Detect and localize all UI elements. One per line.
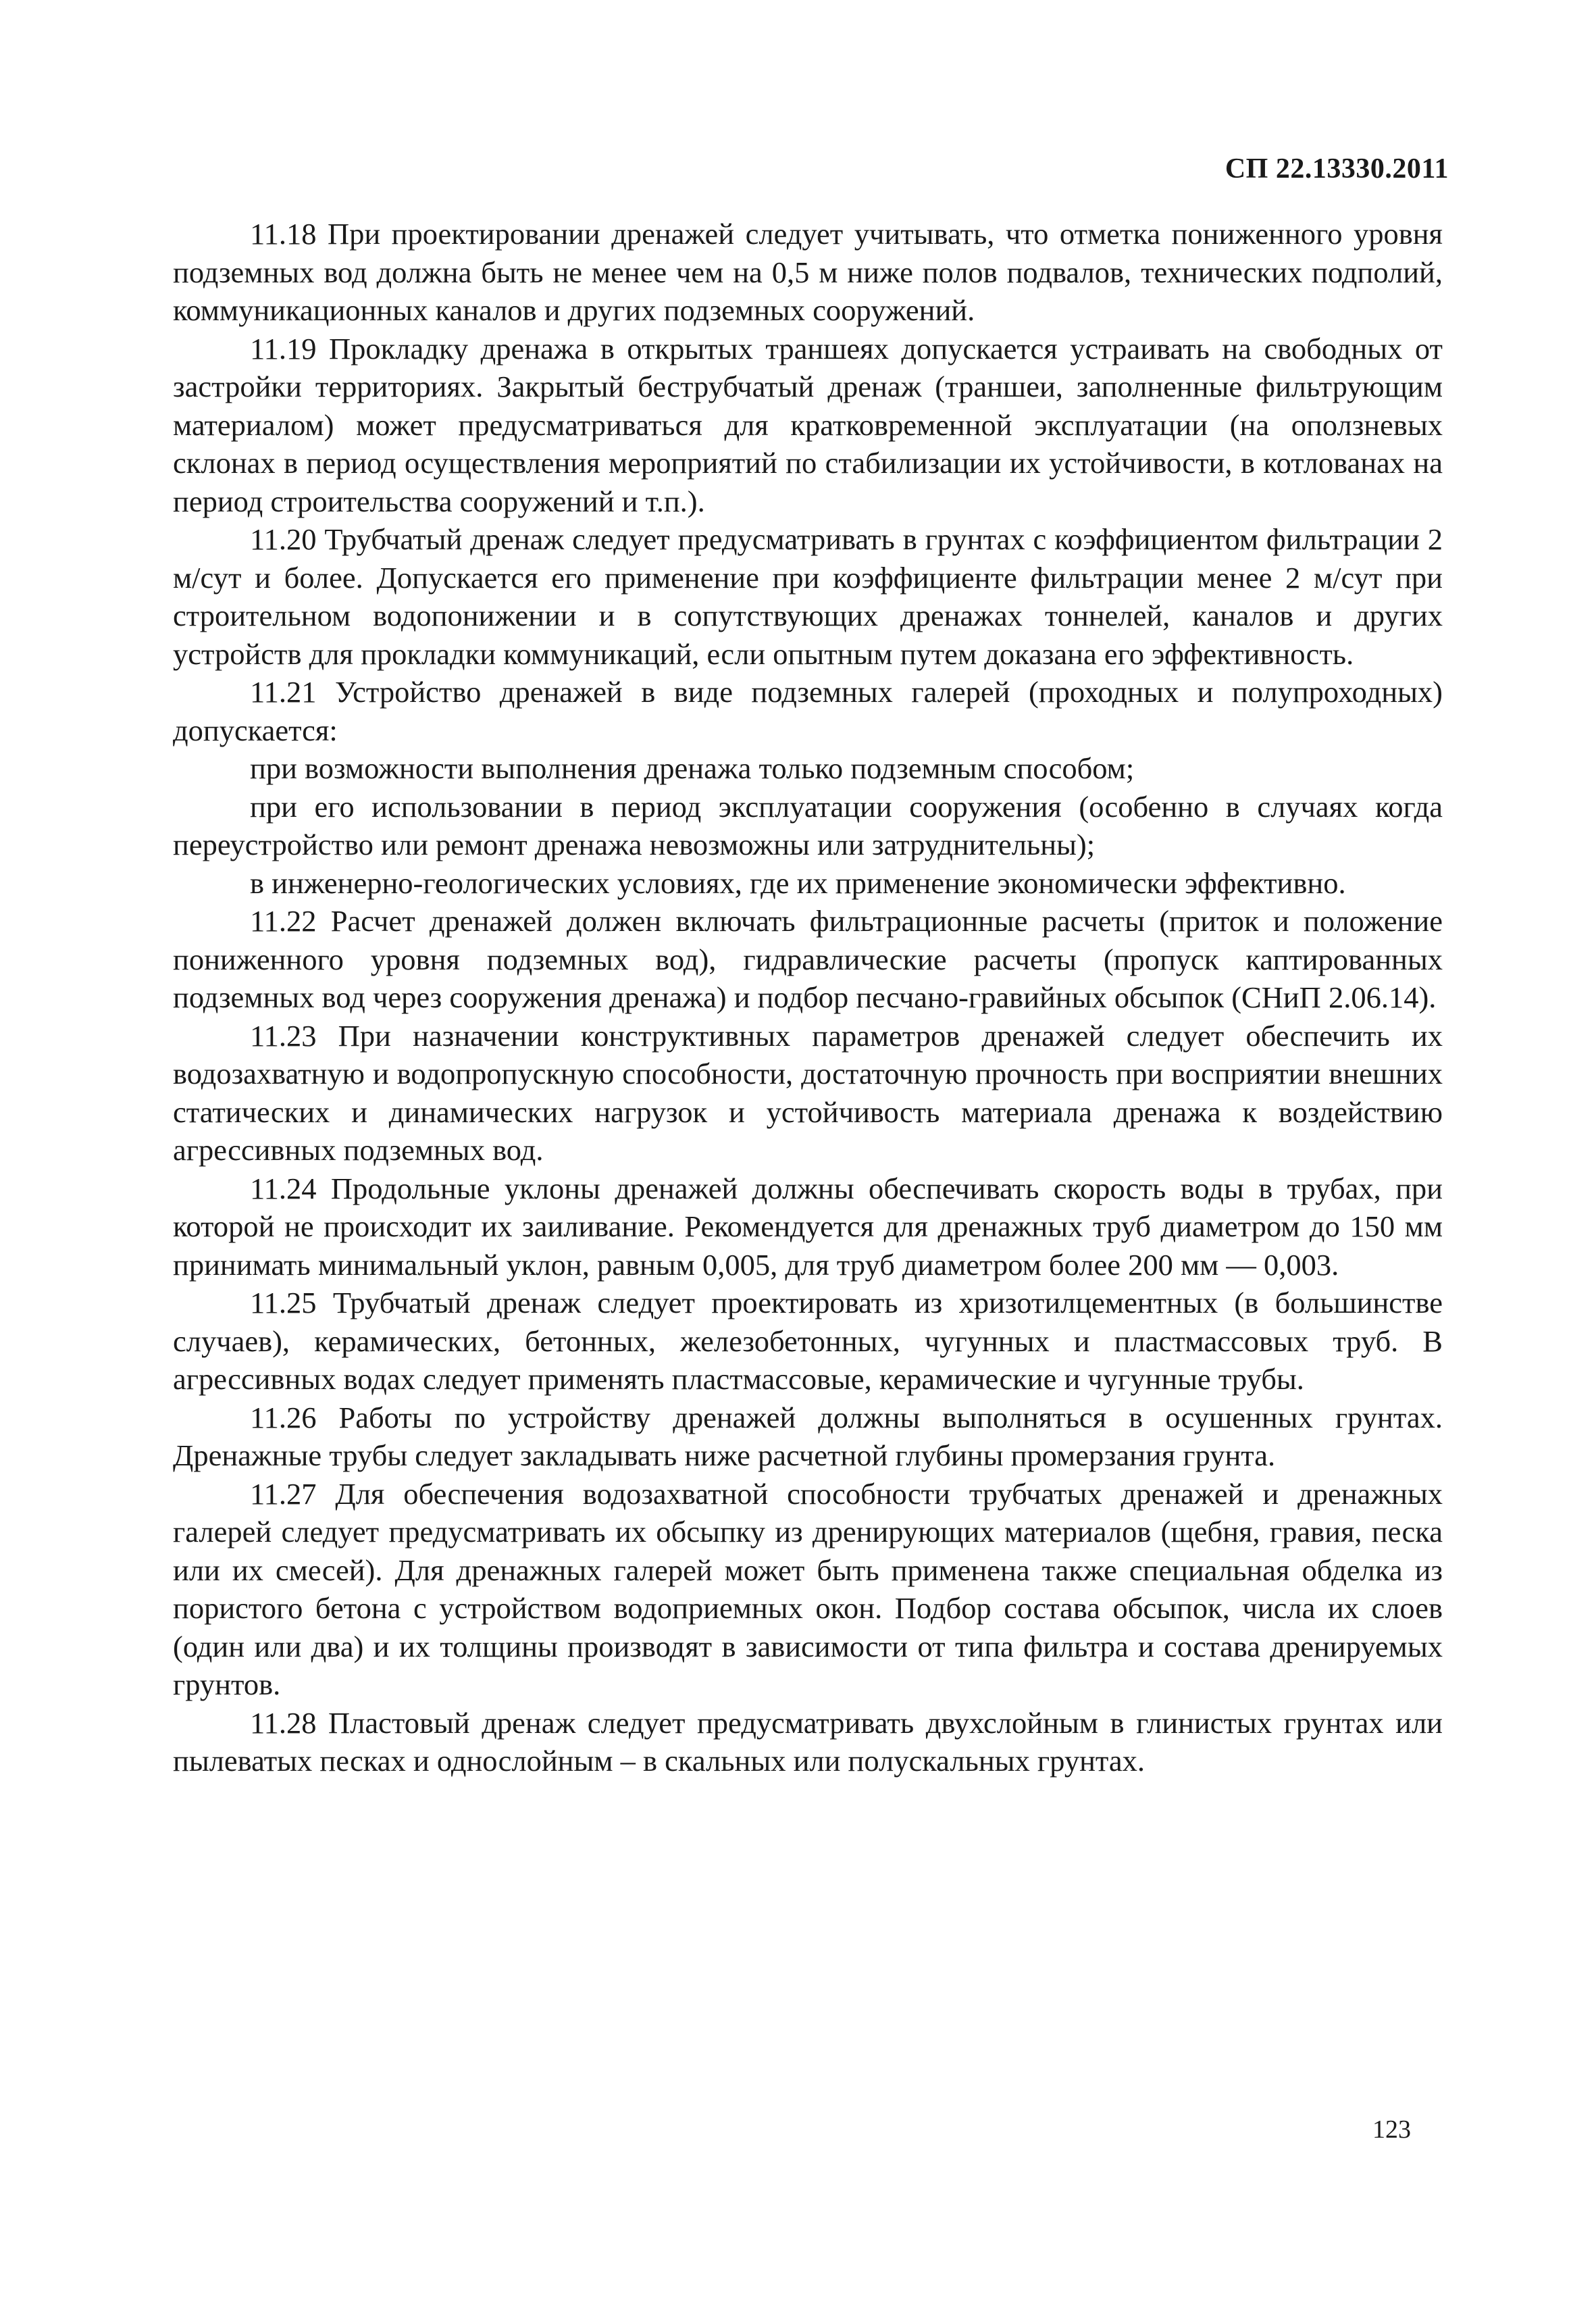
list-item-operation-period: при его использовании в период эксплуатации сооружения (особенно в случаях когда переустройство или ремонт дренажа невозможны или затруднительны); bbox=[173, 789, 1443, 861]
page-number: 123 bbox=[1372, 2115, 1411, 2144]
paragraph-11-22: 11.22 Расчет дренажей должен включать фильтрационные расчеты (приток и положение пониженного уровня подземных вод), гидравлические расчеты (пропуск каптированных подземных вод через сооружения дренажа) и подбор песчано-гравийных обсыпок (СНиП 2.06.14). bbox=[173, 904, 1443, 1014]
paragraph-11-19: 11.19 Прокладку дренажа в открытых траншеях допускается устраивать на свободных от застройки территориях. Закрытый беструбчатый дренаж (траншеи, заполненные фильтрующим материалом) может предусматриваться для кратковременной эксплуатации (на оползневых склонах в период осуществления мероприятий по стабилизации их устойчивости, в котлованах на период строительства сооружений и т.п.). bbox=[173, 331, 1443, 518]
list-item-geological-conditions: в инженерно-геологических условиях, где их применение экономически эффективно. bbox=[250, 865, 1346, 900]
body-text bbox=[173, 215, 1443, 1780]
document-code: СП 22.13330.2011 bbox=[1225, 153, 1449, 184]
paragraph-11-21: 11.21 Устройство дренажей в виде подземных галерей (проходных и полупроходных) допускается: bbox=[173, 675, 1443, 747]
paragraph-11-23: 11.23 При назначении конструктивных параметров дренажей следует обеспечить их водозахватную и водопропускную способности, достаточную прочность при восприятии внешних статических и динамических нагрузок и устойчивость материала дренажа к воздействию агрессивных подземных вод. bbox=[173, 1018, 1443, 1167]
paragraph-11-20: 11.20 Трубчатый дренаж следует предусматривать в грунтах с коэффициентом фильтрации 2 м/сут и более. Допускается его применение при коэффициенте фильтрации менее 2 м/сут при строительном водопонижении и в сопутствующих дренажах тоннелей, каналов и других устройств для прокладки коммуникаций, если опытным путем доказана его эффективность. bbox=[173, 522, 1443, 671]
paragraph-11-24: 11.24 Продольные уклоны дренажей должны обеспечивать скорость воды в трубах, при которой не происходит их заиливание. Рекомендуется для дренажных труб диаметром до 150 мм принимать минимальный уклон, равным 0,005, для труб диаметром более 200 мм — 0,003. bbox=[173, 1171, 1443, 1282]
paragraph-11-26: 11.26 Работы по устройству дренажей должны выполняться в осушенных грунтах. Дренажные трубы следует закладывать ниже расчетной глубины промерзания грунта. bbox=[173, 1400, 1443, 1472]
list-item-underground-method: при возможности выполнения дренажа только подземным способом; bbox=[250, 751, 1135, 785]
paragraph-11-18: 11.18 При проектировании дренажей следует учитывать, что отметка пониженного уровня подземных вод должна быть не менее чем на 0,5 м ниже полов подвалов, технических подполий, коммуникационных каналов и других подземных сооружений. bbox=[173, 217, 1443, 327]
paragraph-11-25: 11.25 Трубчатый дренаж следует проектировать из хризотилцементных (в большинстве случаев), керамических, бетонных, железобетонных, чугунных и пластмассовых труб. В агрессивных водах следует применять пластмассовые, керамические и чугунные трубы. bbox=[173, 1286, 1443, 1396]
paragraph-11-27: 11.27 Для обеспечения водозахватной способности трубчатых дренажей и дренажных галерей следует предусматривать их обсыпку из дренирующих материалов (щебня, гравия, песка или их смесей). Для дренажных галерей может быть применена также специальная обделка из пористого бетона с устройством водоприемных окон. Подбор состава обсыпок, числа их слоев (один или два) и их толщины производят в зависимости от типа фильтра и состава дренируемых грунтов. bbox=[173, 1476, 1443, 1701]
paragraph-11-28: 11.28 Пластовый дренаж следует предусматривать двухслойным в глинистых грунтах или пылеватых песках и однослойным – в скальных или полускальных грунтах. bbox=[173, 1705, 1443, 1778]
